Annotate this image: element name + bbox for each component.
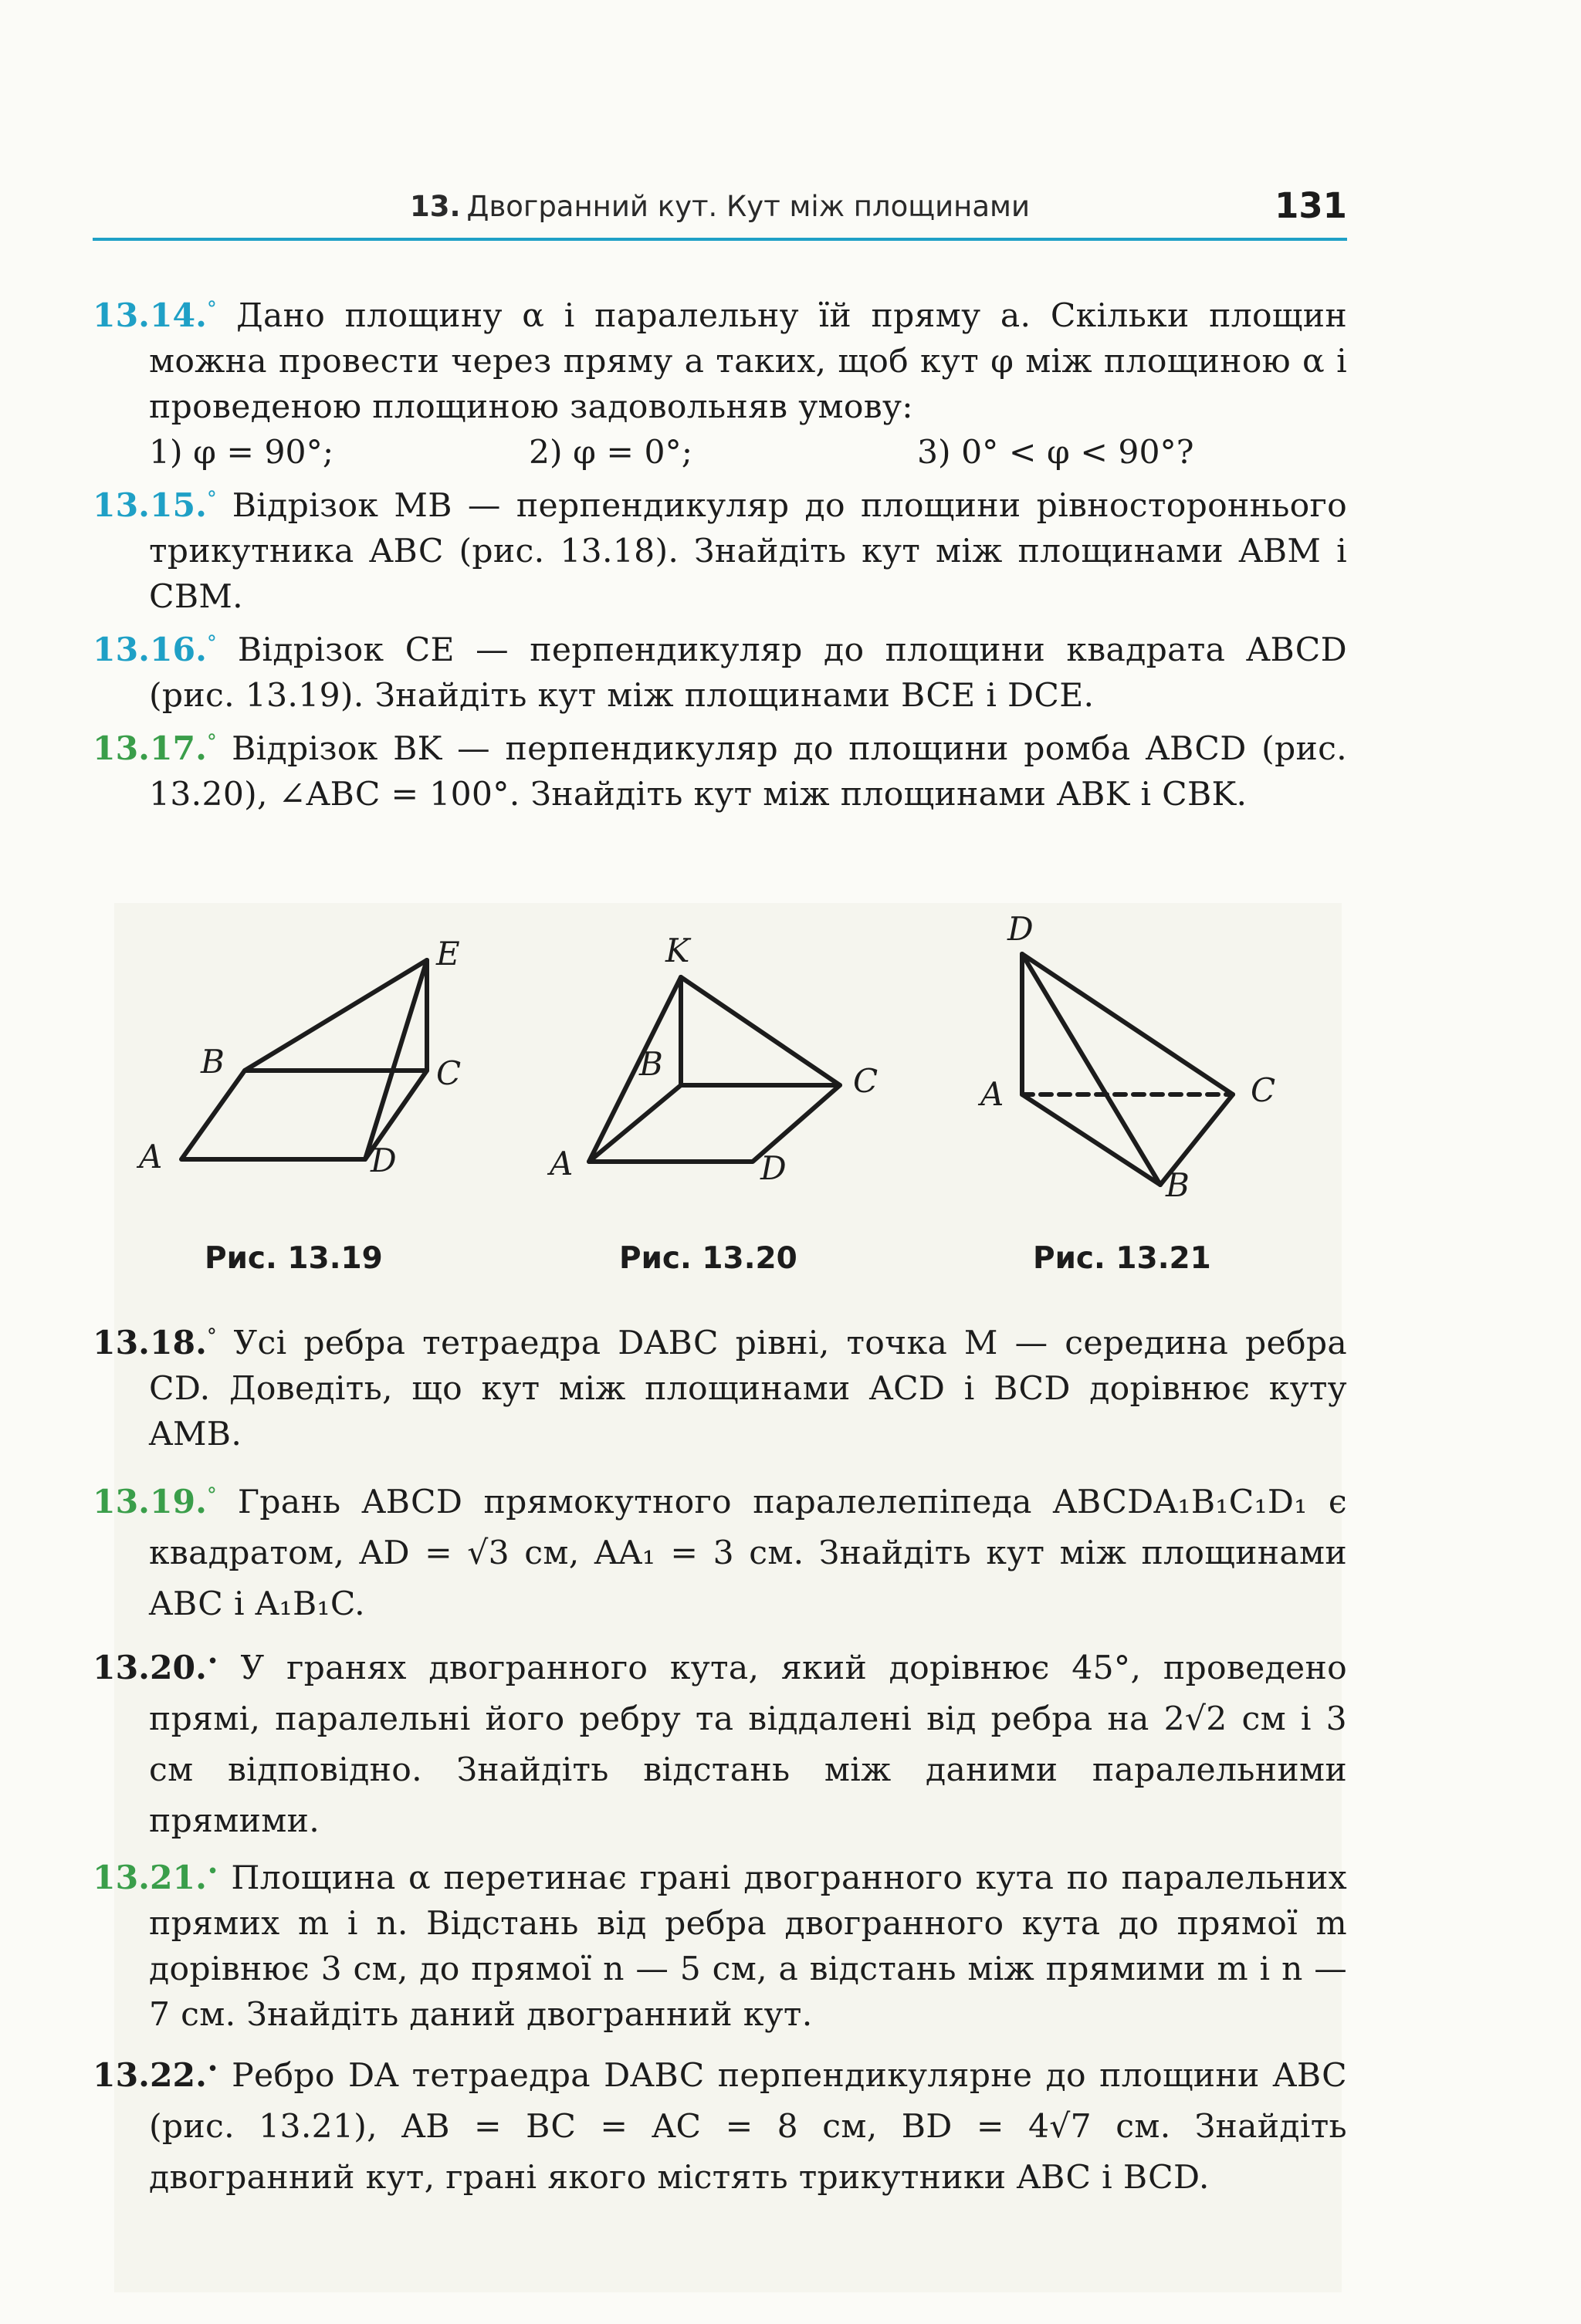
problem-13-19 [93,1470,1347,1630]
figures-row [93,888,1347,1304]
problem-number: 13.19.° [93,1483,217,1521]
edge-ab [1022,1094,1160,1185]
page-header [93,184,1347,241]
option-3: 3) 0° < φ < 90°? [917,434,1194,472]
figure-13-20-drawing [589,977,840,1162]
edge-ak [589,977,681,1162]
page-number: 131 [1275,185,1347,226]
label-b: B [1166,1166,1190,1204]
figure-13-21-drawing [1022,954,1233,1185]
problem-13-16 [93,621,1347,719]
problem-13-14 [93,287,1347,475]
edge-db [1022,954,1160,1185]
option-1: 1) φ = 90°; [149,434,334,472]
figures-svg [93,888,1347,1243]
problem-13-15 [93,477,1347,620]
problem-number: 13.22.• [93,2056,219,2095]
label-c: C [853,1062,879,1100]
label-a: A [980,1075,1004,1113]
label-c: C [1251,1071,1276,1109]
label-k: K [665,932,690,969]
edge-dc [1022,954,1233,1094]
option-2: 2) φ = 0°; [529,434,693,472]
label-b: B [201,1043,225,1081]
edge-ck [681,977,840,1085]
problem-13-20 [93,1636,1347,1847]
problem-number: 13.15.° [93,486,217,525]
label-b: B [639,1045,663,1083]
chapter-title-text: Двогранний кут. Кут між площинами [466,190,1030,223]
label-a: A [139,1138,163,1176]
problem-text: Відрізок MB — перпендикуляр до площини рівностороннього трикутника ABC (рис. 13.18). Знайдіть кут між площинами ABM і CBM. [149,487,1348,616]
problem-number: 13.16.° [93,631,217,669]
problem-number: 13.21.• [93,1859,219,1897]
problem-number: 13.17.° [93,729,217,768]
problem-text: У гранях двогранного кута, який дорівнює 45°, проведено прямі, паралельні його ребру та віддалені від ребра на 2√2 см і 3 см відповідно. Знайдіть відстань між даними паралельними прямими. [149,1649,1347,1840]
problem-text: Ребро DA тетраедра DABC перпендикулярне до площини ABC (рис. 13.21), AB = BC = AC = 8 см, BD = 4√7 см. Знайдіть двогранний кут, грані якого містять трикутники ABC і BCD. [149,2057,1347,2197]
label-d: D [371,1142,397,1179]
problem-text: Усі ребра тетраедра DABC рівні, точка M — середина ребра CD. Доведіть, що кут між площинами ACD і BCD дорівнює куту AMB. [149,1324,1347,1453]
problem-13-21 [93,1849,1347,2038]
header-rule [93,238,1347,241]
caption-13-21: Рис. 13.21 [1033,1241,1211,1276]
chapter-number: 13. [409,190,461,223]
label-e: E [436,935,460,973]
label-a: A [550,1145,574,1182]
problem-text: Відрізок CE — перпендикуляр до площини квадрата ABCD (рис. 13.19). Знайдіть кут між площинами BCE і DCE. [149,631,1348,715]
problem-number: 13.14.° [93,296,217,335]
problem-13-22 [93,2044,1347,2204]
problem-13-17 [93,720,1347,817]
label-d: D [1007,910,1034,948]
problem-options [93,430,1347,475]
rhombus-abcd [589,1085,840,1162]
problem-text: Дано площину α і паралельну їй пряму a. Скільки площин можна провести через пряму a таких, щоб кут φ між площиною α і проведеною площиною задовольняв умову: [149,297,1347,426]
chapter-title [93,190,1347,223]
problem-text: Грань ABCD прямокутного паралелепіпеда ABCDA₁B₁C₁D₁ є квадратом, AD = √3 см, AA₁ = 3 см. Знайдіть кут між площинами ABC і A₁B₁C. [149,1483,1347,1623]
problem-text: Площина α перетинає грані двогранного кута по паралельних прямих m і n. Відстань від ребра двогранного кута до прямої m дорівнює 3 см, до прямої n — 5 см, а відстань між прямими m і n — 7 см. Знайдіть даний двогранний кут. [149,1859,1347,2034]
caption-13-20: Рис. 13.20 [619,1241,797,1276]
problem-13-18 [93,1314,1347,1457]
problem-text: Відрізок BK — перпендикуляр до площини ромба ABCD (рис. 13.20), ∠ABC = 100°. Знайдіть кут між площинами ABK і CBK. [149,730,1347,814]
caption-13-19: Рис. 13.19 [205,1241,383,1276]
label-d: D [760,1149,787,1187]
problem-number: 13.20.• [93,1649,219,1687]
label-c: C [436,1054,462,1092]
problem-number: 13.18.° [93,1324,217,1362]
